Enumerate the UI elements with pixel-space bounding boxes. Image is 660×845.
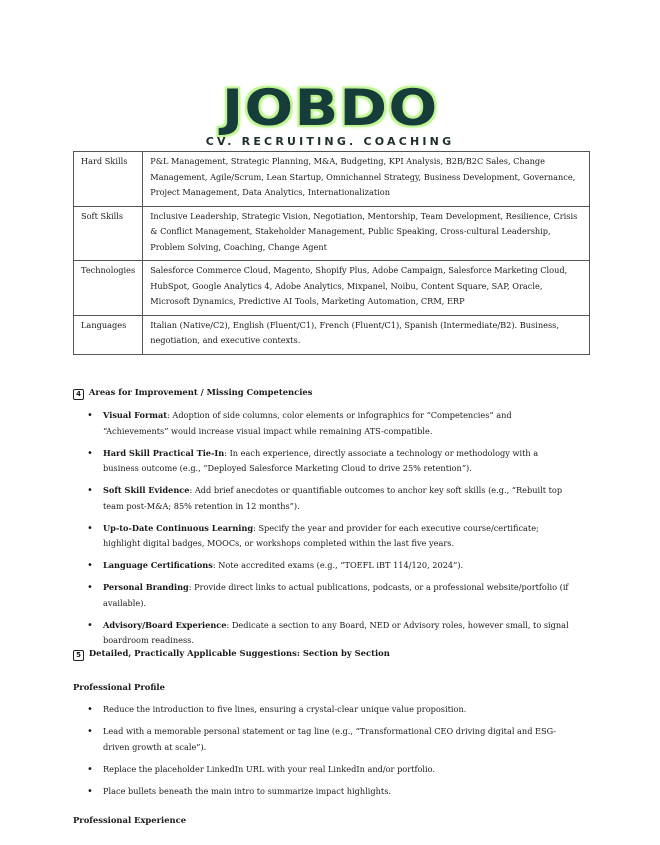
row-value: Italian (Native/C2), English (Fluent/C1), French (Fluent/C1), Spanish (Intermediate/B2). Business, negotiation, and executive contexts. <box>143 315 590 354</box>
logo-container <box>0 79 660 137</box>
item-text: : Add brief anecdotes or quantifiable outcomes to anchor key soft skills (e.g., “Rebuilt top team post-M&A; 85% retention in 12 months”). <box>103 485 563 511</box>
number-four-icon: 4 <box>73 389 84 400</box>
list-item: • Reduce the introduction to five lines, ensuring a crystal-clear unique value proposition. <box>73 702 573 718</box>
item-term: Hard Skill Practical Tie-In <box>103 447 225 458</box>
list-item <box>73 483 573 514</box>
table-row <box>74 152 590 207</box>
item-text: : Note accredited exams (e.g., “TOEFL iBT 114/120, 2024”). <box>212 560 464 570</box>
list-item <box>73 558 573 574</box>
list-item: • Lead with a memorable personal statement or tag line (e.g., “Transformational CEO driving digital and ESG-driven growth at scale”). <box>73 724 573 755</box>
experience-heading: Professional Experience <box>73 815 187 825</box>
item-text: : Dedicate a section to any Board, NED or Advisory roles, however small, to signal boardroom readiness. <box>103 619 569 645</box>
number-five-icon: 5 <box>73 650 84 661</box>
improvement-title: Areas for Improvement / Missing Competencies <box>88 387 313 397</box>
suggestions-heading <box>73 648 390 661</box>
item-term: Advisory/Board Experience <box>103 619 227 630</box>
list-item <box>73 408 573 439</box>
list-item <box>73 618 573 649</box>
row-label: Technologies <box>74 261 143 316</box>
table-row <box>74 206 590 261</box>
item-text: : Specify the year and provider for each executive course/certificate; highlight digital badges, MOOCs, or workshops completed within the last five years. <box>103 522 539 548</box>
row-label: Languages <box>74 315 143 354</box>
skills-table <box>73 151 590 355</box>
row-value: Salesforce Commerce Cloud, Magento, Shopify Plus, Adobe Campaign, Salesforce Marketing Cloud, HubSpot, Google Analytics 4, Adobe Analytics, Mixpanel, Noibu, Content Square, SAP, Oracle, Microsoft Dynamics, Predictive AI Tools, Marketing Automation, CRM, ERP <box>143 261 590 316</box>
row-label: Hard Skills <box>74 152 143 207</box>
suggestions-title: Detailed, Practically Applicable Suggestions: Section by Section <box>88 648 390 658</box>
list-item <box>73 580 573 611</box>
profile-list <box>73 702 573 806</box>
row-value: Inclusive Leadership, Strategic Vision, Negotiation, Mentorship, Team Development, Resilience, Crisis & Conflict Management, Stakeholder Management, Public Speaking, Cross-cultural Leadership, Problem Solving, Coaching, Change Agent <box>143 206 590 261</box>
row-value: P&L Management, Strategic Planning, M&A, Budgeting, KPI Analysis, B2B/B2C Sales, Change Management, Agile/Scrum, Lean Startup, Omnichannel Strategy, Business Development, Governance, Project Management, Data Analytics, Internationalization <box>143 152 590 207</box>
item-text: : In each experience, directly associate a technology or methodology with a business outcome (e.g., “Deployed Salesforce Marketing Cloud to drive 25% retention”). <box>103 447 539 473</box>
item-term: Personal Branding <box>103 582 189 592</box>
list-item: • Replace the placeholder LinkedIn URL with your real LinkedIn and/or portfolio. <box>73 762 573 778</box>
table-row <box>74 261 590 316</box>
tagline: CV. RECRUITING. COACHING <box>205 135 455 148</box>
item-term: Visual Format <box>103 410 168 420</box>
item-term: Soft Skill Evidence <box>103 485 190 495</box>
table-row <box>74 315 590 354</box>
item-term: Up-to-Date Continuous Learning <box>103 522 254 533</box>
profile-heading: Professional Profile <box>73 682 165 692</box>
row-label: Soft Skills <box>74 206 143 261</box>
list-item <box>73 521 573 552</box>
item-text: : Provide direct links to actual publications, podcasts, or a professional website/portfolio (if available). <box>103 582 569 608</box>
list-item <box>73 446 573 477</box>
item-text: : Adoption of side columns, color elements or infographics for “Competencies” and “Achievements” would increase visual impact while remaining ATS-compatible. <box>103 410 512 436</box>
improvement-heading <box>73 387 312 400</box>
improvement-list <box>73 408 573 655</box>
item-term: Language Certifications <box>103 560 213 570</box>
jobdo-logo: JOBDO <box>221 79 439 137</box>
list-item: • Place bullets beneath the main intro to summarize impact highlights. <box>73 784 573 800</box>
